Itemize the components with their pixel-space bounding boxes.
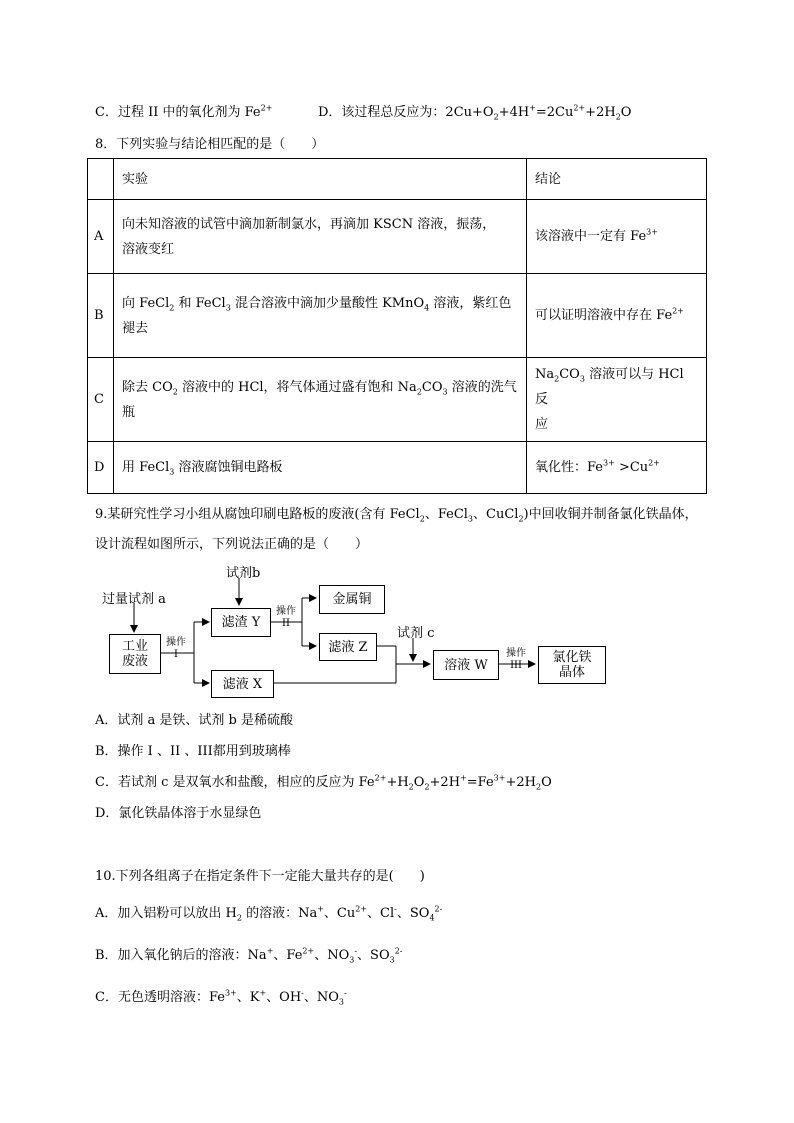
- row-letter: B: [88, 274, 114, 358]
- header-experiment: 实验: [114, 159, 527, 200]
- filtrate-z-box: 滤液 Z: [319, 633, 377, 661]
- residue-y-box: 滤渣 Y: [211, 608, 271, 637]
- operation-i-label: 操作 I: [166, 637, 186, 660]
- table-row: [88, 159, 707, 200]
- q9-option-b: B．操作 I 、II 、III都用到玻璃棒: [95, 744, 291, 759]
- q9-option-c: C．若试剂 c 是双氧水和盐酸，相应的反应为 $Fe^{2+}+H_2O_2+2H^+=Fe^{3+}+2H_2O$: [95, 773, 552, 792]
- filtrate-x-box: 滤液 X: [211, 670, 274, 698]
- ferric-chloride-crystal-box: 氯化铁 晶体: [538, 646, 606, 684]
- row-conclusion: 该溶液中一定有 $Fe^{3+}$: [527, 200, 707, 274]
- header-conclusion: 结论: [527, 159, 707, 200]
- q10-option-a: A．加入铝粉可以放出 $H_2$ 的溶液：Na+、$Cu^{2+}$、Cl-、$SO_4^{2-}$: [95, 904, 443, 923]
- row-experiment: 用 FeCl$_3$ 溶液腐蚀铜电路板: [114, 442, 527, 494]
- table-row: [88, 274, 707, 358]
- row-experiment: 除去 $CO_2$ 溶液中的 HCl，将气体通过盛有饱和 $Na_2CO_3$ 溶液的洗气 瓶: [114, 358, 527, 442]
- q8-stem: 8．下列实验与结论相匹配的是（ ）: [95, 137, 325, 152]
- row-conclusion: 可以证明溶液中存在 $Fe^{2+}$: [527, 274, 707, 358]
- operation-ii-label: 操作 II: [276, 606, 296, 629]
- q7-option-d: D．该过程总反应为：$2Cu+O_2+4H^+=2Cu^{2+}+2H_2O$: [318, 103, 632, 122]
- solution-w-box: 溶液 W: [433, 650, 499, 680]
- row-conclusion: 氧化性：$Fe^{3+} >Cu^{2+}$: [527, 442, 707, 494]
- operation-iii-label: 操作 III: [506, 648, 526, 671]
- industrial-waste-box: 工业 废液: [109, 634, 161, 674]
- q10-option-b: B．加入氧化钠后的溶液：Na+、$Fe^{2+}$、$NO_3^-$、$SO_3^{2-}$: [95, 946, 403, 965]
- row-conclusion: $Na_2CO_3$ 溶液可以与 HCl 反 应: [527, 358, 707, 442]
- q9-stem-line1: 9.某研究性学习小组从腐蚀印刷电路板的废液(含有 FeCl$_2$、FeCl$_3$、CuCl$_2$)中回收铜并制备氯化铁晶体，: [95, 507, 698, 524]
- q8-table: [87, 158, 707, 494]
- reagent-b-label: 试剂b: [226, 566, 261, 581]
- row-experiment: 向未知溶液的试管中滴加新制氯水，再滴加 KSCN 溶液，振荡， 溶液变红: [114, 200, 527, 274]
- q10-option-c: C．无色透明溶液：$Fe^{3+}$、K+、OH-、$NO_3^-$: [95, 988, 347, 1007]
- row-letter: D: [88, 442, 114, 494]
- metal-copper-box: 金属铜: [319, 585, 385, 614]
- row-letter: C: [88, 358, 114, 442]
- reagent-a-label: 过量试剂 a: [102, 592, 166, 607]
- table-row: [88, 358, 707, 442]
- row-experiment: 向 FeCl$_2$ 和 FeCl$_3$ 混合溶液中滴加少量酸性 KMnO$_4$ 溶液，紫红色 褪去: [114, 274, 527, 358]
- q7-option-c: C．过程 II 中的氧化剂为 $Fe^{2+}$: [95, 103, 273, 120]
- table-row: [88, 200, 707, 274]
- row-letter: A: [88, 200, 114, 274]
- reagent-c-label: 试剂 c: [397, 626, 435, 641]
- q9-option-a: A．试剂 a 是铁、试剂 b 是稀硫酸: [95, 713, 293, 728]
- q9-option-d: D．氯化铁晶体溶于水显绿色: [95, 806, 262, 821]
- q10-stem: 10.下列各组离子在指定条件下一定能大量共存的是( ): [95, 869, 425, 884]
- table-row: [88, 442, 707, 494]
- q9-stem-line2: 设计流程如图所示，下列说法正确的是（ ）: [95, 537, 369, 552]
